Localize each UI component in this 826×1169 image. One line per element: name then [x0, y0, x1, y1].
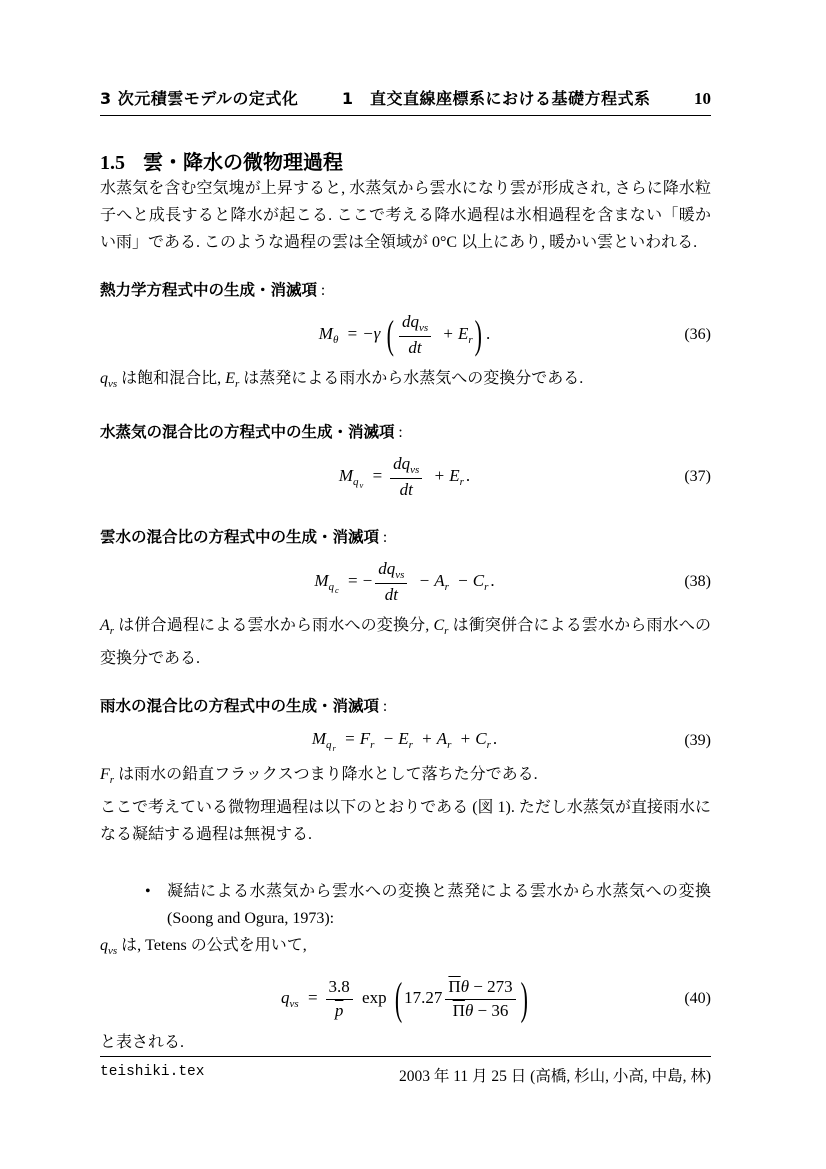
- eq39-E: E: [398, 729, 409, 748]
- closing-paragraph: と表される.: [100, 1034, 185, 1051]
- eq37-lhs: M: [338, 465, 354, 485]
- eq40-exp: exp: [362, 987, 387, 1007]
- bullet-text: 凝結による水蒸気から雲水への変換と蒸発による雲水から水蒸気への変換 (Soong and Ogura, 1973):: [167, 883, 711, 927]
- eq36-E: E: [457, 323, 469, 343]
- page-footer: [100, 1056, 711, 1086]
- heading-thermo-colon: :: [317, 282, 326, 299]
- eq36-fraction: $\frac{dq_{vs}}{dt}$: [399, 312, 431, 359]
- microphysics-paragraph: ここで考えている微物理過程は以下のとおりである (図 1). ただし水蒸気が直接雨水になる凝結する過程は無視する.: [100, 799, 711, 843]
- eq40-number: (40): [684, 990, 711, 1007]
- eq40-right-paren: ): [520, 972, 528, 1024]
- eq39-number: (39): [684, 732, 711, 749]
- header-doc-title: 3 次元積雲モデルの定式化: [100, 89, 299, 108]
- heading-vapor-text: 水蒸気の混合比の方程式中の生成・消滅項: [100, 423, 395, 441]
- heading-cloud-text: 雲水の混合比の方程式中の生成・消滅項: [100, 528, 380, 546]
- eq36-minus-gamma: −γ: [362, 323, 381, 343]
- heading-cloud-colon: :: [379, 529, 388, 546]
- eq37-equals: =: [372, 465, 383, 485]
- eq38-fraction: $\frac{dq_{vs}}{dt}$: [375, 559, 407, 606]
- eq36-left-paren: (: [386, 310, 394, 358]
- heading-cloud: [100, 527, 711, 548]
- intro-paragraph: 水蒸気を含む空気塊が上昇すると, 水蒸気から雲水になり雲が形成され, さらに降水粒子へと成長すると降水が起こる. ここで考える降水過程は氷相過程を含まない「暖かい雨」である. このような過程の雲は全領域が 0°C 以上にあり, 暖かい雲といわれる.: [100, 180, 711, 251]
- eq36-equals: =: [347, 323, 358, 343]
- eq37-E: E: [449, 465, 460, 485]
- eq37-fraction: $\frac{dq_{vs}}{dt}$: [390, 454, 422, 501]
- equation-38: $M_{qc}$ = − $\frac{dq_{vs}}{dt}$ − $A_r - C_r$ . (38): [314, 558, 711, 604]
- note-eq38: $A_r$ は併合過程による雲水から雨水への変換分, $C_r$ は衝突併合による雲水から雨水への変換分である.: [100, 617, 711, 667]
- heading-thermo: [100, 280, 711, 301]
- heading-rain-colon: :: [379, 698, 388, 715]
- equation-36: $M_\theta = -\gamma$ ( $\frac{dq_{vs}}{dt}$ + $E_r$) . (36): [318, 310, 711, 358]
- eq38-C: C: [472, 570, 485, 590]
- page-content: [100, 0, 711, 1056]
- heading-rain: [100, 696, 711, 717]
- heading-vapor-colon: :: [394, 424, 403, 441]
- eq40-left-paren: (: [394, 972, 403, 1024]
- equation-39: $M_{qr} = F_r - E_r + A_r + C_r$ . (39): [311, 729, 711, 753]
- eq38-minus: −: [362, 570, 373, 590]
- page-number: 10: [693, 89, 711, 108]
- eq36-lhs-sub: θ: [332, 333, 339, 346]
- heading-vapor: [100, 422, 711, 443]
- bullet-icon: •: [145, 883, 151, 900]
- eq39-C: C: [475, 729, 487, 748]
- header-section-title: 1 直交直線座標系における基礎方程式系: [341, 89, 651, 108]
- heading-rain-text: 雨水の混合比の方程式中の生成・消滅項: [100, 697, 380, 715]
- bullet-item-condensation: [145, 878, 711, 932]
- eq39-lhs: M: [311, 729, 327, 748]
- eq36-right-paren: ): [474, 310, 482, 358]
- note-eq39: $F_r$ は雨水の鉛直フラックスつまり降水として落ちた分である.: [100, 766, 538, 786]
- eq37-number: (37): [684, 468, 711, 485]
- equation-40: $q_{vs}$ = $\frac{3.8}{p}$ exp ( 17.27 $\frac{\overline{\Pi}\theta - 273}{\overline{\Pi}\theta - 36}$ ) (40): [281, 972, 711, 1024]
- eq38-equals: =: [348, 570, 358, 590]
- tetens-paragraph: $q_{vs}$ は, Tetens の公式を用いて,: [100, 937, 307, 957]
- eq37-plus: +: [434, 465, 445, 485]
- eq39-F: F: [359, 729, 371, 748]
- eq40-prefactor-fraction: $\frac{3.8}{p}$: [326, 977, 353, 1021]
- heading-thermo-text: 熱力学方程式中の生成・消滅項: [100, 281, 318, 299]
- footer-date-authors: 2003 年 11 月 25 日 (高橋, 杉山, 小高, 中島, 林): [399, 1068, 711, 1085]
- footer-filename: teishiki.tex: [100, 1064, 205, 1080]
- eq38-number: (38): [684, 573, 711, 590]
- section-number: 1.5: [100, 152, 125, 174]
- eq40-lhs: q: [281, 987, 290, 1007]
- eq40-equals: =: [307, 987, 318, 1007]
- section-heading: [100, 150, 711, 175]
- eq39-A: A: [436, 729, 448, 748]
- eq36-plus: +: [443, 323, 453, 343]
- running-header: [100, 86, 711, 116]
- section-title-text: 雲・降水の微物理過程: [143, 150, 343, 174]
- equation-37: $M_{qv}$ = $\frac{dq_{vs}}{dt}$ + $E_r$ . (37): [338, 453, 711, 499]
- eq36-lhs: M: [318, 323, 333, 343]
- eq40-tetens-fraction: $\frac{\overline{\Pi}\theta - 273}{\overline{\Pi}\theta - 36}$: [445, 977, 515, 1021]
- eq38-lhs: M: [314, 570, 329, 590]
- eq40-coefficient: 17.27: [404, 987, 443, 1007]
- eq38-A: A: [434, 570, 445, 590]
- note-eq36: $q_{vs}$ は飽和混合比, $E_r$ は蒸発による雨水から水蒸気への変換分である.: [100, 370, 584, 390]
- eq36-number: (36): [684, 326, 711, 343]
- eq39-equals: =: [345, 729, 355, 748]
